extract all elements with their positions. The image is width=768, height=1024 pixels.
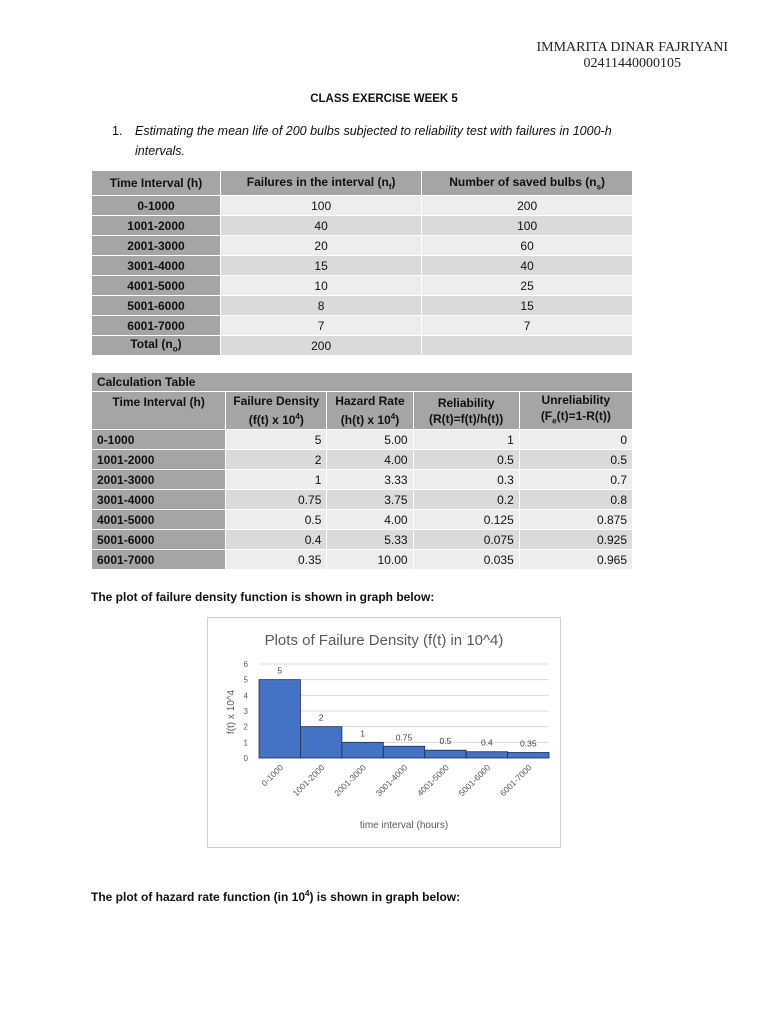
cell-density: 0.4: [226, 530, 327, 550]
cell-saved: 200: [422, 196, 633, 216]
calculation-table: [91, 372, 633, 570]
cell-reliability: 0.2: [413, 490, 519, 510]
bar: [383, 746, 424, 758]
table-row: [92, 510, 633, 530]
cell-hazard: 10.00: [327, 550, 413, 570]
table-row: [92, 236, 633, 256]
cell-failures: 7: [221, 316, 422, 336]
cell-interval: 0-1000: [92, 430, 226, 450]
cell-hazard: 5.33: [327, 530, 413, 550]
density-intro-text: The plot of failure density function is shown in graph below:: [91, 590, 435, 604]
total-value: 200: [221, 336, 422, 356]
x-axis-label: time interval (hours): [359, 820, 449, 831]
cell-interval: 4001-5000: [92, 276, 221, 296]
cell-density: 2: [226, 450, 327, 470]
cell-saved: 15: [422, 296, 633, 316]
table-row: [92, 430, 633, 450]
cell-reliability: 0.125: [413, 510, 519, 530]
y-tick-label: 1: [243, 738, 248, 748]
data-label: 1: [360, 728, 365, 739]
table-row: [92, 490, 633, 510]
cell-failures: 8: [221, 296, 422, 316]
chart-svg: [208, 618, 560, 847]
author-name: IMMARITA DINAR FAJRIYANI: [536, 40, 728, 55]
cell-density: 0.75: [226, 490, 327, 510]
hazard-intro-text: The plot of hazard rate function (in $10^4$) is shown in graph below:: [91, 889, 461, 904]
cell-saved: 100: [422, 216, 633, 236]
header-interval: Time Interval (h): [92, 392, 226, 430]
x-tick-label: 1001-2000: [290, 762, 327, 799]
x-tick-label: 4001-5000: [415, 762, 451, 799]
x-tick-label: 2001-3000: [332, 762, 368, 799]
cell-interval: 2001-3000: [92, 236, 221, 256]
cell-reliability: 0.075: [413, 530, 519, 550]
table-row: [92, 296, 633, 316]
author-id: 02411440000105: [583, 56, 681, 71]
cell-reliability: 0.5: [413, 450, 519, 470]
y-axis-label: f(t) x 10^4: [226, 689, 237, 735]
cell-failures: 40: [221, 216, 422, 236]
cell-hazard: 3.75: [327, 490, 413, 510]
header-hazard: Hazard Rate (h(t) x $10^4$): [327, 392, 413, 430]
table-row: [92, 450, 633, 470]
cell-interval: 5001-6000: [92, 296, 221, 316]
total-label: Total $(n_o)$: [92, 336, 221, 356]
cell-interval: 1001-2000: [92, 216, 221, 236]
question-number: 1.: [112, 124, 123, 138]
cell-saved: 7: [422, 316, 633, 336]
bar: [342, 742, 383, 758]
cell-interval: 0-1000: [92, 196, 221, 216]
header-reliability: Reliability (R(t)=f(t)/h(t)): [413, 392, 519, 430]
cell-hazard: 3.33: [327, 470, 413, 490]
total-empty: [422, 336, 633, 356]
cell-interval: 3001-4000: [92, 256, 221, 276]
table-row: [92, 316, 633, 336]
cell-interval: 1001-2000: [92, 450, 226, 470]
y-tick-label: 6: [243, 660, 248, 669]
cell-failures: 100: [221, 196, 422, 216]
cell-density: 0.5: [226, 510, 327, 530]
bar: [425, 750, 466, 758]
cell-density: 1: [226, 470, 327, 490]
data-label: 0.4: [480, 737, 493, 748]
cell-interval: 4001-5000: [92, 510, 226, 530]
cell-unreliability: 0.8: [519, 490, 632, 510]
data-label: 5: [277, 665, 283, 676]
failure-density-chart: [207, 617, 561, 848]
cell-failures: 20: [221, 236, 422, 256]
cell-interval: 6001-7000: [92, 550, 226, 570]
bar: [508, 753, 549, 758]
cell-hazard: 4.00: [327, 510, 413, 530]
cell-unreliability: 0.965: [519, 550, 632, 570]
cell-density: 0.35: [226, 550, 327, 570]
table-row: [92, 216, 633, 236]
x-tick-label: 3001-4000: [373, 762, 410, 799]
table-row: [92, 256, 633, 276]
table-row: [92, 550, 633, 570]
y-tick-label: 5: [243, 675, 248, 685]
cell-unreliability: 0.925: [519, 530, 632, 550]
cell-reliability: 1: [413, 430, 519, 450]
cell-reliability: 0.3: [413, 470, 519, 490]
table-row: [92, 530, 633, 550]
bar: [259, 680, 300, 758]
header-failures: Failures in the interval $(n_f)$: [221, 171, 422, 196]
y-tick-label: 2: [243, 722, 248, 732]
y-tick-label: 0: [243, 754, 248, 763]
data-label: 2: [318, 712, 324, 723]
header-unreliability: Unreliability $(F_e(t)=1-R(t))$: [519, 392, 632, 430]
y-tick-label: 3: [243, 707, 248, 716]
cell-interval: 6001-7000: [92, 316, 221, 336]
cell-saved: 60: [422, 236, 633, 256]
cell-interval: 5001-6000: [92, 530, 226, 550]
data-label: 0.5: [439, 736, 452, 747]
cell-interval: 2001-3000: [92, 470, 226, 490]
data-label: 0.75: [395, 732, 413, 743]
table-row: [92, 470, 633, 490]
total-row: [92, 336, 633, 356]
header-density: Failure Density (f(t) x $10^4$): [226, 392, 327, 430]
calculation-table-caption: Calculation Table: [92, 373, 633, 392]
x-tick-label: 5001-6000: [456, 762, 493, 799]
cell-saved: 25: [422, 276, 633, 296]
cell-unreliability: 0: [519, 430, 632, 450]
chart-title: Plots of Failure Density (f(t) in 10^4): [264, 632, 504, 649]
bar: [466, 752, 507, 758]
cell-failures: 15: [221, 256, 422, 276]
data-label: 0.35: [520, 738, 537, 749]
cell-unreliability: 0.5: [519, 450, 632, 470]
x-tick-label: 0-1000: [259, 762, 286, 789]
x-tick-label: 6001-7000: [497, 762, 534, 799]
table-row: [92, 276, 633, 296]
cell-interval: 3001-4000: [92, 490, 226, 510]
bar: [300, 727, 341, 758]
page-title: CLASS EXERCISE WEEK 5: [310, 93, 458, 105]
table-row: [92, 196, 633, 216]
cell-failures: 10: [221, 276, 422, 296]
author-block: [536, 40, 728, 72]
cell-unreliability: 0.875: [519, 510, 632, 530]
question-text: Estimating the mean life of 200 bulbs subjected to reliability test with failures in 1000-h intervals.: [135, 124, 612, 158]
header-interval: Time Interval (h): [92, 171, 221, 196]
cell-unreliability: 0.7: [519, 470, 632, 490]
cell-reliability: 0.035: [413, 550, 519, 570]
failures-table: [91, 170, 633, 356]
question: [112, 121, 642, 161]
header-saved: Number of saved bulbs $(n_s)$: [422, 171, 633, 196]
cell-density: 5: [226, 430, 327, 450]
cell-saved: 40: [422, 256, 633, 276]
cell-hazard: 4.00: [327, 450, 413, 470]
y-tick-label: 4: [243, 691, 248, 701]
cell-hazard: 5.00: [327, 430, 413, 450]
